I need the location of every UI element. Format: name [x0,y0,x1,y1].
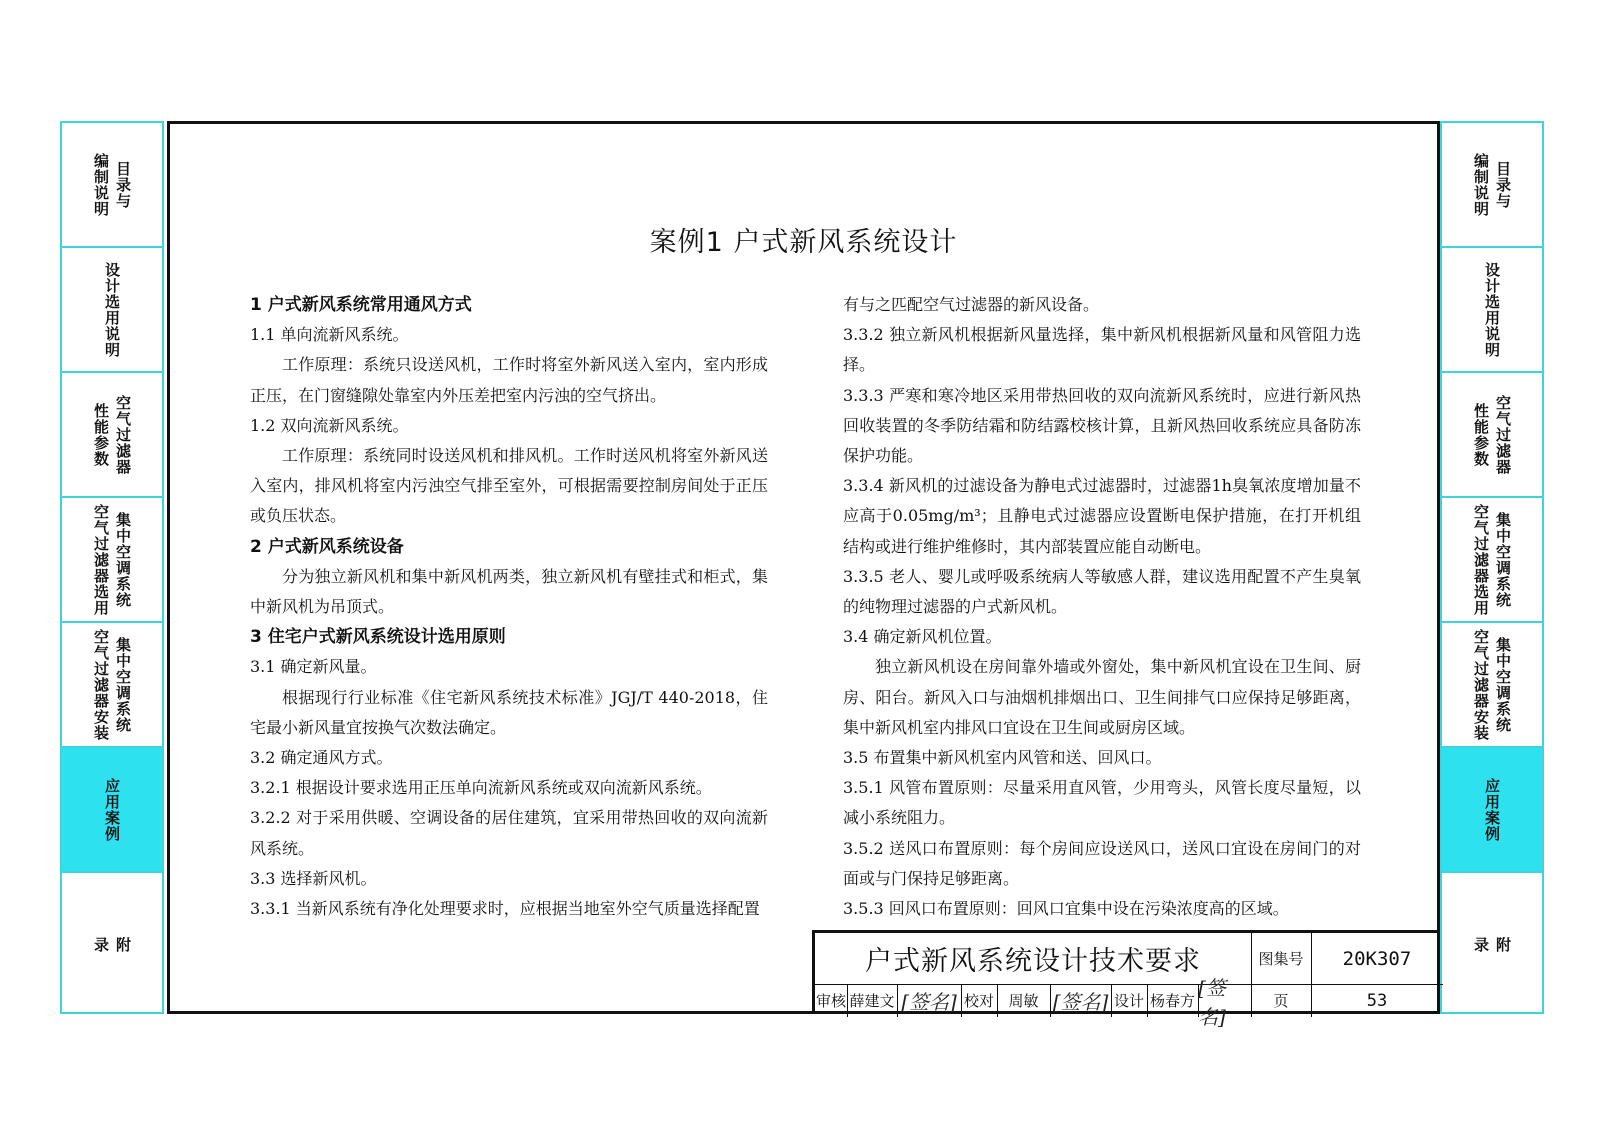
paragraph: 工作原理：系统同时设送风机和排风机。工作时送风机将室外新风送入室内，排风机将室内污浊空气排至室外，可根据需要控制房间处于正压或负压状态。 [250,446,768,526]
clause: 有与之匹配空气过滤器的新风设备。 [843,295,1100,314]
clause: 1.2 双向流新风系统。 [250,415,409,435]
clause: 3.5 布置集中新风机室内风管和送、回风口。 [843,748,1162,768]
section-heading: 1 户式新风系统常用通风方式 [250,295,472,315]
drawing-title: 户式新风系统设计技术要求 [865,946,1201,977]
paragraph: 根据现行行业标准《住宅新风系统技术标准》JGJ/T 440-2018，住宅最小新风量宜按换气次数法确定。 [250,687,768,737]
tab-label-line: 空气过滤器选用 [92,503,110,616]
clause: 3.2.1 根据设计要求选用正压单向流新风系统或双向流新风系统。 [250,778,712,798]
tab-label-line: 性能参数 [92,402,110,467]
right-side-tabs [1440,121,1544,1014]
tab-label-line: 集中空调系统 [1494,511,1512,608]
paragraph: 分为独立新风机和集中新风机两类，独立新风机有壁挂式和柜式，集中新风机为吊顶式。 [250,566,768,617]
left-tab-0[interactable] [62,123,162,248]
tab-label-line: 空气过滤器安装 [1472,628,1490,741]
check-label: 校对 [963,992,994,1010]
tab-label-line: 集中空调系统 [1494,636,1512,733]
right-text-column [843,290,1361,924]
section-heading: 3 住宅户式新风系统设计选用原则 [250,627,506,648]
clause: 3.3.2 独立新风机根据新风量选择，集中新风机根据新风量和风管阻力选择。 [843,325,1361,375]
left-side-tabs [60,121,164,1014]
design-label: 设计 [1113,992,1144,1010]
tab-label-line: 目录与 [114,160,132,209]
tab-label-line: 空气过滤器选用 [1472,503,1490,616]
tab-label-line: 空气过滤器 [1494,394,1512,475]
right-tab-1[interactable] [1442,248,1542,373]
tab-label-line: 编制说明 [92,152,110,217]
left-tab-2[interactable] [62,373,162,498]
paragraph: 工作原理：系统只设送风机，工作时将室外新风送入室内，室内形成正压，在门窗缝隙处靠室内外压差把室内污浊的空气挤出。 [250,355,768,405]
atlas-number: 20K307 [1342,947,1412,970]
designer-signature: [签名] [1198,975,1226,1029]
right-tab-2[interactable] [1442,373,1542,498]
tab-label-line: 编制说明 [1472,152,1490,217]
clause: 3.3.5 老人、婴儿或呼吸系统病人等敏感人群，建议选用配置不产生臭氧的纯物理过滤器的户式新风机。 [843,566,1361,617]
tab-label-line: 应用案例 [1483,777,1501,842]
designer-name: 杨春方 [1149,992,1195,1010]
tab-label-line: 性能参数 [1472,402,1490,467]
clause: 3.3 选择新风机。 [250,868,377,888]
left-text-column [250,290,768,924]
section-heading: 2 户式新风系统设备 [250,536,404,557]
tab-label-line: 录 [92,936,110,953]
page-number: 53 [1366,990,1388,1011]
drawing-sheet [167,121,1440,1029]
checker-signature: [签名] [1052,990,1109,1014]
paragraph: 独立新风机设在房间靠外墙或外窗处，集中新风机宜设在卫生间、厨房、阳台。新风入口与油烟机排烟出口、卫生间排气口应保持足够距离，集中新风机室内排风口宜设在卫生间或厨房区域。 [843,657,1361,737]
left-tab-5[interactable] [62,748,162,873]
tab-label-line: 空气过滤器 [114,394,132,475]
tab-label-line: 附 [114,936,132,953]
clause: 3.5.2 送风口布置原则：每个房间应设送风口，送风口宜设在房间门的对面或与门保持足够距离。 [843,838,1361,888]
clause: 3.2.2 对于采用供暖、空调设备的居住建筑，宜采用带热回收的双向流新风系统。 [250,808,768,858]
clause: 3.3.1 当新风系统有净化处理要求时，应根据当地室外空气质量选择配置 [250,899,760,919]
right-tab-3[interactable] [1442,498,1542,623]
reviewer-signature: [签名] [901,990,957,1014]
atlas-label: 图集号 [1258,950,1304,968]
left-tab-4[interactable] [62,623,162,748]
tab-label-line: 设计选用说明 [103,261,121,358]
page-label: 页 [1273,992,1289,1010]
clause: 3.2 确定通风方式。 [250,748,393,768]
tab-label-line: 集中空调系统 [114,511,132,608]
clause: 3.5.3 回风口布置原则：回风口宜集中设在污染浓度高的区域。 [843,899,1289,919]
clause: 3.5.1 风管布置原则：尽量采用直风管，少用弯头，风管长度尽量短，以减小系统阻力。 [843,778,1361,828]
tab-label-line: 应用案例 [103,777,121,842]
left-tab-3[interactable] [62,498,162,623]
left-tab-6[interactable] [62,873,162,1016]
reviewer-name: 薛建文 [849,992,895,1010]
clause: 3.3.4 新风机的过滤设备为静电式过滤器时，过滤器1h臭氧浓度增加量不应高于0.05mg/m³；且静电式过滤器应设置断电保护措施，在打开机组结构或进行维护维修时，其内部装置应能自动断电。 [843,476,1361,556]
tab-label-line: 集中空调系统 [114,636,132,733]
clause: 3.1 确定新风量。 [250,657,377,677]
checker-name: 周敏 [1008,992,1039,1010]
clause: 1.1 单向流新风系统。 [250,325,409,345]
right-tab-5[interactable] [1442,748,1542,873]
right-tab-6[interactable] [1442,873,1542,1016]
page-title: 案例1 户式新风系统设计 [649,227,958,258]
tab-label-line: 附 [1494,936,1512,953]
tab-label-line: 录 [1472,936,1490,953]
right-tab-4[interactable] [1442,623,1542,748]
clause: 3.3.3 严寒和寒冷地区采用带热回收的双向流新风系统时，应进行新风热回收装置的冬季防结霜和防结露校核计算，且新风热回收系统应具备防冻保护功能。 [843,385,1361,466]
tab-label-line: 设计选用说明 [1483,261,1501,358]
tab-label-line: 目录与 [1494,160,1512,209]
left-tab-1[interactable] [62,248,162,373]
clause: 3.4 确定新风机位置。 [843,627,1002,647]
review-label: 审核 [815,992,846,1010]
tab-label-line: 空气过滤器安装 [92,628,110,741]
right-tab-0[interactable] [1442,123,1542,248]
title-block [812,930,1440,1029]
